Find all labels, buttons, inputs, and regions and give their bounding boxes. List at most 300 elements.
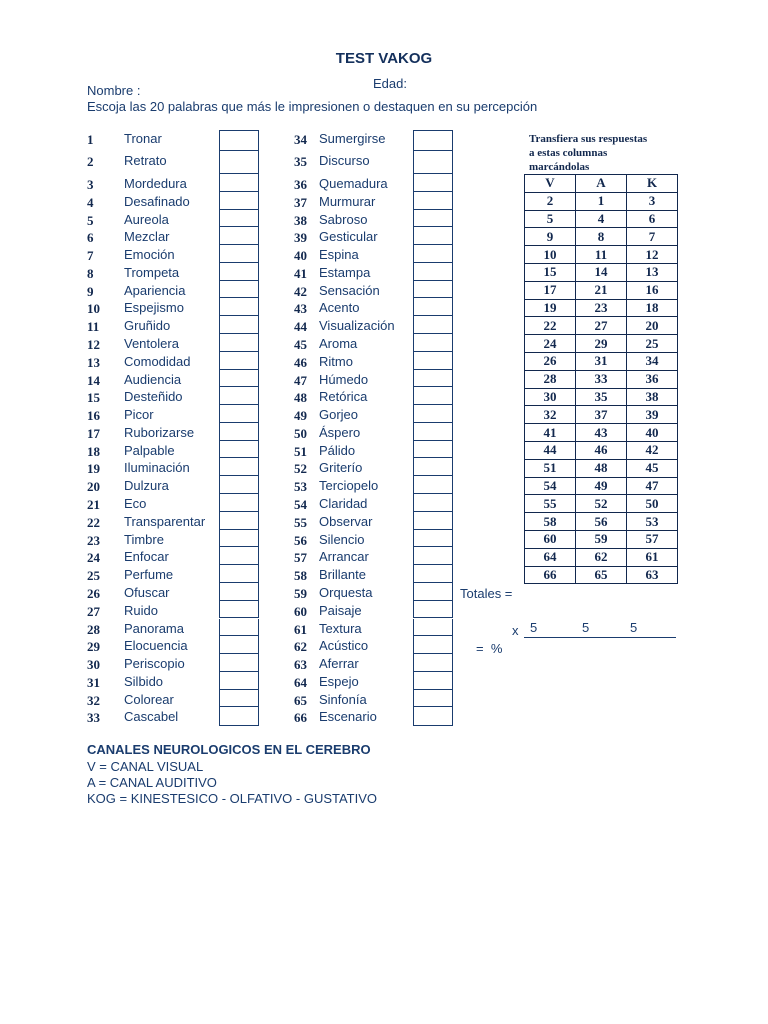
vak-row [525, 548, 678, 566]
vak-cell[interactable]: 55 [525, 495, 576, 513]
item-number: 1 [87, 132, 94, 147]
vak-row [525, 299, 678, 317]
item-number: 32 [87, 692, 100, 708]
item-number: 17 [87, 425, 100, 441]
item-word: Paisaje [319, 602, 362, 618]
selection-checkbox[interactable] [413, 174, 453, 192]
legend-line-auditivo: A = CANAL AUDITIVO [87, 775, 217, 790]
item-number: 9 [87, 283, 94, 299]
item-word: Dulzura [124, 478, 169, 494]
item-word: Arrancar [319, 549, 369, 565]
transfer-note-line: marcándolas [529, 161, 590, 173]
item-word: Trompeta [124, 264, 180, 280]
item-word: Palpable [124, 442, 175, 458]
vak-cell[interactable]: 46 [576, 441, 627, 459]
item-word: Orquesta [319, 584, 373, 600]
selection-checkbox[interactable] [219, 210, 259, 228]
item-number: 49 [294, 408, 307, 424]
item-word: Desafinado [124, 193, 190, 209]
vak-row [525, 210, 678, 228]
vak-header-v: V [525, 175, 576, 193]
item-word: Aroma [319, 336, 358, 352]
item-number: 41 [294, 265, 307, 281]
vak-cell[interactable]: 49 [576, 477, 627, 495]
item-word: Sensación [319, 282, 380, 298]
item-word: Ritmo [319, 353, 353, 369]
item-word: Griterío [319, 460, 363, 476]
selection-checkbox[interactable] [413, 298, 453, 316]
item-number: 48 [294, 390, 307, 406]
vak-cell[interactable]: 33 [576, 370, 627, 388]
selection-checkbox[interactable] [413, 458, 453, 476]
selection-checkbox[interactable] [219, 636, 259, 654]
vak-header-a: A [576, 175, 627, 193]
item-word: Retórica [319, 389, 368, 405]
item-number: 2 [87, 154, 94, 169]
item-number: 51 [294, 443, 307, 459]
vak-cell[interactable]: 22 [525, 317, 576, 335]
selection-checkbox[interactable] [219, 441, 259, 459]
vak-cell[interactable]: 26 [525, 352, 576, 370]
item-word: Acústico [319, 638, 369, 654]
item-word: Discurso [319, 153, 370, 168]
item-number: 66 [294, 710, 307, 726]
vak-row [525, 566, 678, 584]
selection-checkbox[interactable] [219, 130, 259, 151]
item-number: 7 [87, 248, 94, 264]
item-word: Observar [319, 513, 373, 529]
item-word: Espejismo [124, 300, 184, 316]
selection-checkbox[interactable] [219, 352, 259, 370]
vak-cell[interactable]: 19 [525, 299, 576, 317]
item-word: Gruñido [124, 318, 171, 334]
selection-checkbox[interactable] [413, 654, 453, 672]
instructions-text: Escoja las 20 palabras que más le impresionen o destaquen en su percepción [87, 99, 538, 114]
vak-cell[interactable]: 39 [627, 406, 678, 424]
vak-cell[interactable]: 50 [627, 495, 678, 513]
item-number: 4 [87, 194, 94, 210]
vak-cell[interactable]: 56 [576, 513, 627, 531]
vak-cell[interactable]: 45 [627, 459, 678, 477]
legend-title: CANALES NEUROLOGICOS EN EL CEREBRO [87, 742, 371, 757]
multiplier-k: 5 [630, 620, 638, 635]
item-number: 5 [87, 212, 94, 228]
item-number: 8 [87, 265, 94, 281]
item-word: Gorjeo [319, 407, 359, 423]
selection-checkbox[interactable] [219, 654, 259, 672]
item-number: 38 [294, 212, 307, 228]
item-word: Iluminación [124, 460, 190, 476]
selection-checkbox[interactable] [413, 387, 453, 405]
item-number: 60 [294, 603, 307, 619]
selection-checkbox[interactable] [219, 387, 259, 405]
vak-row [525, 530, 678, 548]
selection-checkbox[interactable] [219, 423, 259, 441]
vak-cell[interactable]: 36 [627, 370, 678, 388]
item-number: 14 [87, 372, 100, 388]
selection-checkbox[interactable] [219, 192, 259, 210]
selection-checkbox[interactable] [413, 334, 453, 352]
item-word: Visualización [319, 318, 395, 334]
vak-cell[interactable]: 42 [627, 441, 678, 459]
vak-row [525, 406, 678, 424]
vak-cell[interactable]: 35 [576, 388, 627, 406]
percent-label: = % [476, 641, 503, 656]
selection-checkbox[interactable] [219, 298, 259, 316]
item-number: 3 [87, 177, 94, 192]
item-word: Espina [319, 247, 359, 263]
selection-checkbox[interactable] [413, 441, 453, 459]
selection-checkbox[interactable] [413, 690, 453, 708]
legend-line-kog: KOG = KINESTESICO - OLFATIVO - GUSTATIVO [87, 791, 378, 806]
item-number: 26 [87, 585, 100, 601]
item-number: 25 [87, 568, 100, 584]
vak-cell[interactable]: 25 [627, 335, 678, 353]
vak-row [525, 388, 678, 406]
vak-cell[interactable]: 24 [525, 335, 576, 353]
selection-checkbox[interactable] [413, 494, 453, 512]
item-word: Áspero [319, 424, 361, 440]
vak-cell[interactable]: 59 [576, 530, 627, 548]
vak-table [524, 174, 678, 584]
transfer-note-line: a estas columnas [529, 147, 608, 159]
vak-cell[interactable]: 29 [576, 335, 627, 353]
vak-row [525, 495, 678, 513]
item-number: 27 [87, 603, 100, 619]
vak-row [525, 281, 678, 299]
vak-row [525, 424, 678, 442]
item-word: Mezclar [124, 229, 170, 245]
vak-cell[interactable]: 60 [525, 530, 576, 548]
vak-cell[interactable]: 4 [576, 210, 627, 228]
selection-checkbox[interactable] [219, 547, 259, 565]
edad-label: Edad: [373, 76, 407, 91]
nombre-label: Nombre : [87, 83, 141, 98]
item-number: 46 [294, 354, 307, 370]
item-number: 57 [294, 550, 307, 566]
vak-cell[interactable]: 66 [525, 566, 576, 584]
vak-row [525, 441, 678, 459]
item-number: 10 [87, 301, 100, 317]
item-number: 55 [294, 514, 307, 530]
selection-checkbox[interactable] [219, 245, 259, 263]
vak-cell[interactable]: 51 [525, 459, 576, 477]
selection-checkbox[interactable] [413, 547, 453, 565]
multiplier-a: 5 [582, 620, 590, 635]
transfer-note [529, 132, 647, 174]
item-word: Comodidad [124, 353, 191, 369]
vak-cell[interactable]: 21 [576, 281, 627, 299]
vak-row [525, 477, 678, 495]
selection-checkbox[interactable] [219, 281, 259, 299]
item-number: 53 [294, 479, 307, 495]
vak-cell[interactable]: 32 [525, 406, 576, 424]
vak-row [525, 370, 678, 388]
item-number: 42 [294, 283, 307, 299]
selection-checkbox[interactable] [413, 512, 453, 530]
selection-checkbox[interactable] [413, 476, 453, 494]
selection-checkbox[interactable] [219, 458, 259, 476]
selection-checkbox[interactable] [219, 690, 259, 708]
item-word: Perfume [124, 567, 174, 583]
selection-checkbox[interactable] [413, 530, 453, 548]
selection-checkbox[interactable] [413, 601, 453, 619]
item-number: 12 [87, 337, 100, 353]
item-word: Aureola [124, 211, 169, 227]
item-word: Sinfonía [319, 691, 367, 707]
vak-cell[interactable]: 31 [576, 352, 627, 370]
vak-cell[interactable]: 65 [576, 566, 627, 584]
item-number: 35 [294, 154, 307, 169]
item-word: Brillante [319, 567, 366, 583]
item-word: Espejo [319, 673, 359, 689]
vak-cell[interactable]: 9 [525, 228, 576, 246]
selection-checkbox[interactable] [413, 423, 453, 441]
item-word: Acento [319, 300, 360, 316]
vak-cell[interactable]: 48 [576, 459, 627, 477]
vak-cell[interactable]: 8 [576, 228, 627, 246]
item-word: Ventolera [124, 336, 179, 352]
item-number: 37 [294, 194, 307, 210]
vak-row [525, 246, 678, 264]
item-number: 59 [294, 585, 307, 601]
vak-cell[interactable]: 18 [627, 299, 678, 317]
item-word: Eco [124, 496, 147, 512]
vak-cell[interactable]: 37 [576, 406, 627, 424]
selection-checkbox[interactable] [219, 565, 259, 583]
selection-checkbox[interactable] [219, 334, 259, 352]
item-number: 34 [294, 132, 307, 147]
selection-checkbox[interactable] [219, 263, 259, 281]
item-word: Murmurar [319, 193, 376, 209]
item-number: 16 [87, 408, 100, 424]
selection-checkbox[interactable] [219, 494, 259, 512]
selection-checkbox[interactable] [219, 174, 259, 192]
vak-cell[interactable]: 61 [627, 548, 678, 566]
item-word: Silbido [124, 673, 164, 689]
item-number: 15 [87, 390, 100, 406]
item-number: 21 [87, 497, 100, 513]
legend-line-visual: V = CANAL VISUAL [87, 759, 204, 774]
vak-cell[interactable]: 6 [627, 210, 678, 228]
item-number: 18 [87, 443, 100, 459]
vak-row [525, 228, 678, 246]
selection-checkbox[interactable] [413, 672, 453, 690]
item-number: 50 [294, 425, 307, 441]
item-word: Ruido [124, 602, 158, 618]
item-number: 33 [87, 710, 100, 726]
item-number: 43 [294, 301, 307, 317]
item-word: Apariencia [124, 282, 186, 298]
vak-cell[interactable]: 13 [627, 263, 678, 281]
selection-checkbox[interactable] [219, 151, 259, 174]
selection-checkbox[interactable] [219, 370, 259, 388]
vak-row [525, 352, 678, 370]
selection-checkbox[interactable] [413, 151, 453, 174]
vak-row [525, 513, 678, 531]
vak-cell[interactable]: 40 [627, 424, 678, 442]
item-number: 58 [294, 568, 307, 584]
vak-cell[interactable]: 28 [525, 370, 576, 388]
vak-cell[interactable]: 63 [627, 566, 678, 584]
selection-checkbox[interactable] [413, 405, 453, 423]
selection-checkbox[interactable] [413, 316, 453, 334]
item-word: Textura [319, 620, 362, 636]
item-number: 62 [294, 639, 307, 655]
item-word: Periscopio [124, 656, 185, 672]
vak-row [525, 263, 678, 281]
item-word: Ruborizarse [124, 424, 195, 440]
vak-cell[interactable]: 14 [576, 263, 627, 281]
item-number: 63 [294, 657, 307, 673]
vak-cell[interactable]: 12 [627, 246, 678, 264]
item-word: Retrato [124, 153, 167, 168]
selection-checkbox[interactable] [413, 130, 453, 151]
selection-checkbox[interactable] [413, 192, 453, 210]
item-word: Picor [124, 407, 154, 423]
multiplier-x: x [512, 623, 519, 638]
selection-checkbox[interactable] [413, 707, 453, 726]
vak-cell[interactable]: 57 [627, 530, 678, 548]
selection-checkbox[interactable] [413, 565, 453, 583]
vak-cell[interactable]: 44 [525, 441, 576, 459]
vak-cell[interactable]: 58 [525, 513, 576, 531]
selection-checkbox[interactable] [219, 672, 259, 690]
item-word: Gesticular [319, 229, 378, 245]
vak-cell[interactable]: 10 [525, 246, 576, 264]
selection-checkbox[interactable] [219, 619, 259, 637]
item-number: 11 [87, 319, 100, 335]
page-title: TEST VAKOG [335, 50, 433, 67]
vak-row [525, 459, 678, 477]
vak-cell[interactable]: 7 [627, 228, 678, 246]
vak-cell[interactable]: 2 [525, 192, 576, 210]
item-word: Desteñido [124, 389, 183, 405]
item-word: Silencio [319, 531, 365, 547]
item-number: 22 [87, 514, 100, 530]
vak-cell[interactable]: 20 [627, 317, 678, 335]
vak-header-k: K [627, 175, 678, 193]
item-number: 39 [294, 230, 307, 246]
vak-cell[interactable]: 1 [576, 192, 627, 210]
vak-cell[interactable]: 34 [627, 352, 678, 370]
selection-checkbox[interactable] [413, 245, 453, 263]
item-word: Escenario [319, 709, 377, 725]
selection-checkbox[interactable] [219, 227, 259, 245]
totals-underline [524, 637, 676, 638]
item-word: Elocuencia [124, 638, 188, 654]
item-word: Mordedura [124, 176, 187, 191]
item-word: Transparentar [124, 513, 206, 529]
item-number: 61 [294, 621, 307, 637]
vak-row [525, 317, 678, 335]
vak-cell[interactable]: 23 [576, 299, 627, 317]
vak-cell[interactable]: 38 [627, 388, 678, 406]
item-word: Estampa [319, 264, 371, 280]
item-number: 28 [87, 621, 100, 637]
vak-cell[interactable]: 30 [525, 388, 576, 406]
item-number: 30 [87, 657, 100, 673]
item-number: 19 [87, 461, 100, 477]
item-number: 52 [294, 461, 307, 477]
vak-cell[interactable]: 3 [627, 192, 678, 210]
item-number: 40 [294, 248, 307, 264]
vak-cell[interactable]: 47 [627, 477, 678, 495]
vak-cell[interactable]: 43 [576, 424, 627, 442]
selection-checkbox[interactable] [413, 210, 453, 228]
vak-cell[interactable]: 5 [525, 210, 576, 228]
item-word: Sumergirse [319, 131, 386, 146]
item-word: Quemadura [319, 176, 388, 191]
item-number: 29 [87, 639, 100, 655]
item-word: Pálido [319, 442, 356, 458]
vak-cell[interactable]: 16 [627, 281, 678, 299]
item-number: 23 [87, 532, 100, 548]
item-number: 31 [87, 674, 100, 690]
selection-checkbox[interactable] [219, 405, 259, 423]
selection-checkbox[interactable] [219, 707, 259, 726]
item-word: Panorama [124, 620, 184, 636]
vak-cell[interactable]: 62 [576, 548, 627, 566]
item-word: Cascabel [124, 709, 179, 725]
item-number: 44 [294, 319, 307, 335]
selection-checkbox[interactable] [219, 530, 259, 548]
selection-checkbox[interactable] [413, 352, 453, 370]
item-word: Audiencia [124, 371, 182, 387]
vak-cell[interactable]: 52 [576, 495, 627, 513]
selection-checkbox[interactable] [219, 583, 259, 601]
transfer-note-line: Transfiera sus respuestas [529, 133, 648, 145]
item-number: 24 [87, 550, 100, 566]
item-number: 13 [87, 354, 100, 370]
item-number: 20 [87, 479, 100, 495]
vak-cell[interactable]: 11 [576, 246, 627, 264]
vak-cell[interactable]: 15 [525, 263, 576, 281]
selection-checkbox[interactable] [219, 601, 259, 619]
item-number: 64 [294, 674, 307, 690]
vak-cell[interactable]: 64 [525, 548, 576, 566]
item-word: Emoción [124, 247, 175, 263]
item-word: Sabroso [319, 211, 368, 227]
item-number: 47 [294, 372, 307, 388]
vak-cell[interactable]: 41 [525, 424, 576, 442]
item-word: Tronar [124, 131, 162, 146]
item-number: 45 [294, 337, 307, 353]
item-number: 56 [294, 532, 307, 548]
item-word: Colorear [124, 691, 174, 707]
selection-checkbox[interactable] [413, 583, 453, 601]
item-word: Aferrar [319, 656, 359, 672]
item-number: 6 [87, 230, 94, 246]
item-word: Enfocar [124, 549, 169, 565]
vak-cell[interactable]: 54 [525, 477, 576, 495]
selection-checkbox[interactable] [413, 370, 453, 388]
selection-checkbox[interactable] [413, 263, 453, 281]
vak-cell[interactable]: 17 [525, 281, 576, 299]
item-word: Ofuscar [124, 584, 170, 600]
selection-checkbox[interactable] [219, 476, 259, 494]
selection-checkbox[interactable] [413, 619, 453, 637]
selection-checkbox[interactable] [219, 512, 259, 530]
vak-row [525, 192, 678, 210]
selection-checkbox[interactable] [413, 281, 453, 299]
selection-checkbox[interactable] [413, 636, 453, 654]
selection-checkbox[interactable] [219, 316, 259, 334]
vak-cell[interactable]: 27 [576, 317, 627, 335]
vak-cell[interactable]: 53 [627, 513, 678, 531]
item-number: 54 [294, 497, 307, 513]
selection-checkbox[interactable] [413, 227, 453, 245]
